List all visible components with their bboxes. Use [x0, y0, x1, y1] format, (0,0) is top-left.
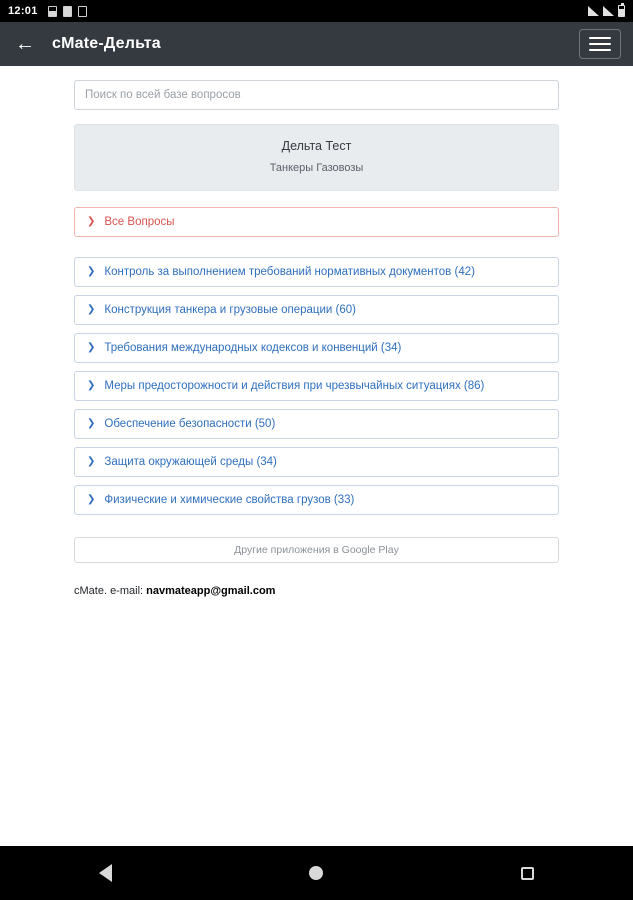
test-subtitle: Танкеры Газовозы — [269, 162, 364, 174]
battery-icon — [618, 5, 625, 17]
page-title: cMate-Дельта — [52, 35, 161, 52]
footer-prefix: cMate. e-mail: — [74, 585, 144, 597]
main-content — [0, 66, 633, 900]
category-item-all-questions[interactable] — [74, 207, 559, 237]
category-item-3[interactable] — [74, 333, 559, 363]
status-clock: 12:01 — [8, 5, 38, 17]
category-label: Требования международных кодексов и конвенций (34) — [104, 342, 402, 354]
back-arrow-icon[interactable]: ← — [15, 33, 35, 55]
nav-recent-icon[interactable] — [521, 867, 534, 880]
system-nav-bar — [0, 846, 633, 900]
status-right-icons — [588, 5, 625, 17]
category-label: Защита окружающей среды (34) — [104, 456, 277, 468]
chevron-right-icon: ❯ — [87, 494, 96, 505]
category-item-2[interactable] — [74, 295, 559, 325]
signal-icon — [603, 6, 614, 16]
document-icon — [78, 6, 87, 17]
chevron-right-icon: ❯ — [87, 342, 96, 353]
menu-line — [589, 49, 611, 51]
app-bar — [0, 22, 633, 66]
category-item-1[interactable] — [74, 257, 559, 287]
wifi-icon — [588, 6, 599, 16]
chevron-right-icon: ❯ — [87, 266, 96, 277]
category-list — [74, 207, 559, 515]
status-left-icons — [48, 6, 87, 17]
sim-icon — [48, 6, 57, 17]
test-info-panel — [74, 124, 559, 191]
chevron-right-icon: ❯ — [87, 418, 96, 429]
nav-back-icon[interactable] — [99, 864, 112, 882]
photo-icon — [63, 6, 72, 17]
category-item-7[interactable] — [74, 485, 559, 515]
nav-home-icon[interactable] — [309, 866, 323, 880]
search-input[interactable] — [74, 80, 559, 110]
menu-line — [589, 37, 611, 39]
category-label: Конструкция танкера и грузовые операции (60) — [104, 304, 356, 316]
hamburger-menu-icon[interactable] — [579, 29, 621, 59]
status-bar — [0, 0, 633, 22]
category-label: Меры предосторожности и действия при чрезвычайных ситуациях (86) — [104, 380, 485, 392]
footer — [74, 585, 559, 597]
chevron-right-icon: ❯ — [87, 216, 96, 227]
other-apps-button[interactable] — [74, 537, 559, 563]
menu-line — [589, 43, 611, 45]
chevron-right-icon: ❯ — [87, 304, 96, 315]
category-item-4[interactable] — [74, 371, 559, 401]
footer-email[interactable]: navmateapp@gmail.com — [146, 585, 276, 597]
category-label: Физические и химические свойства грузов (33) — [104, 494, 355, 506]
category-item-6[interactable] — [74, 447, 559, 477]
category-label: Контроль за выполнением требований нормативных документов (42) — [104, 266, 475, 278]
category-label: Обеспечение безопасности (50) — [104, 418, 276, 430]
category-item-5[interactable] — [74, 409, 559, 439]
category-label: Все Вопросы — [104, 216, 175, 228]
chevron-right-icon: ❯ — [87, 456, 96, 467]
chevron-right-icon: ❯ — [87, 380, 96, 391]
other-apps-label: Другие приложения в Google Play — [234, 544, 399, 556]
test-title: Дельта Тест — [281, 139, 352, 153]
